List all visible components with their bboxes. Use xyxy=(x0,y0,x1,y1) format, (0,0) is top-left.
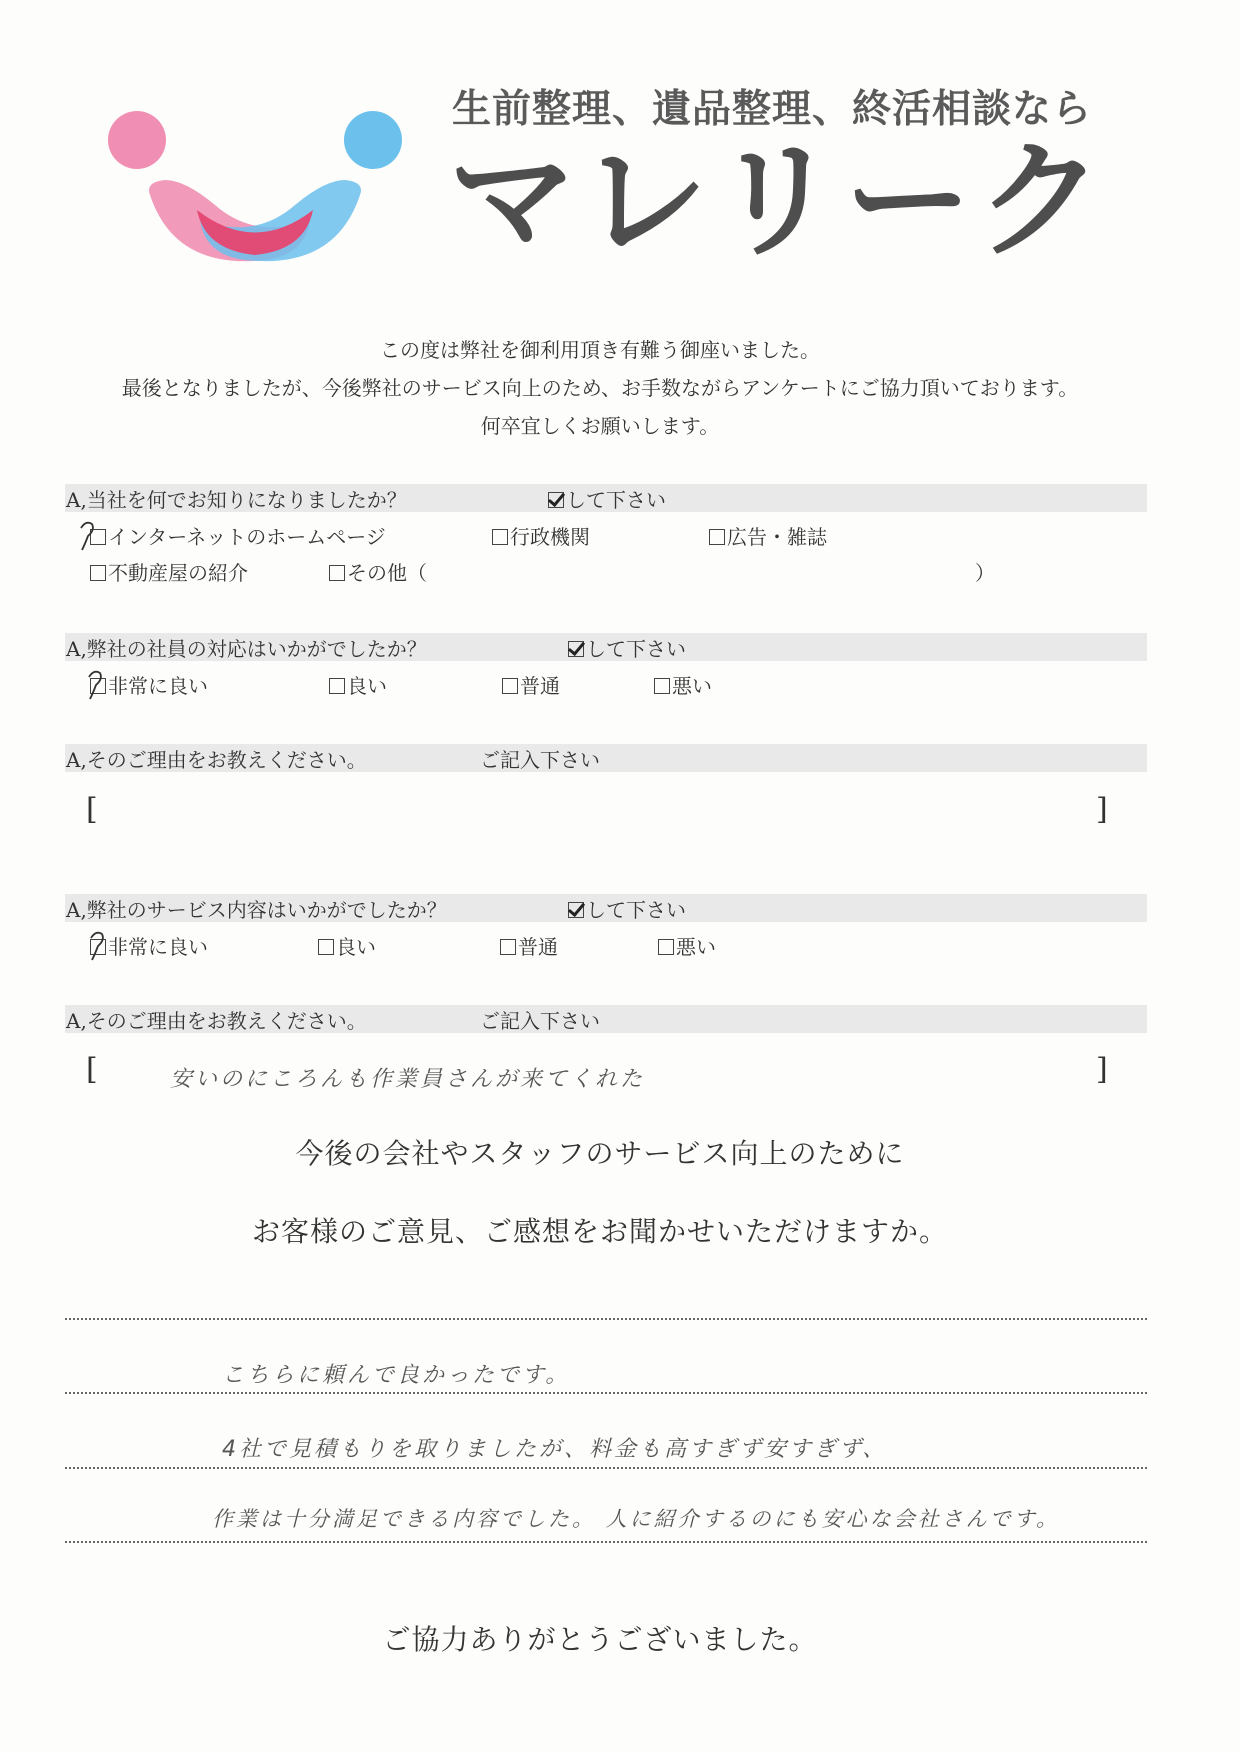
q4-option-very-good[interactable]: 非常に良い xyxy=(90,931,208,960)
logo-pink-dot xyxy=(108,111,166,169)
checkbox[interactable] xyxy=(90,939,106,955)
q2-option-bad[interactable]: 悪い xyxy=(654,670,712,699)
logo-blue-dot xyxy=(344,111,402,169)
feedback-line-rule xyxy=(65,1392,1147,1394)
checkbox[interactable] xyxy=(329,565,345,581)
question-1: A,当社を何でお知りになりましたか？ xyxy=(66,488,407,512)
q1-option-internet[interactable]: インターネットのホームページ xyxy=(90,521,386,550)
question-2: A,弊社の社員の対応はいかがでしたか？ xyxy=(66,637,427,661)
checkbox[interactable] xyxy=(709,529,725,545)
q1-option-government[interactable]: 行政機関 xyxy=(492,521,590,550)
company-logo xyxy=(105,110,405,280)
header-tagline: 生前整理、遺品整理、終活相談なら xyxy=(452,87,1093,132)
q4-option-good[interactable]: 良い xyxy=(318,931,376,960)
checkbox[interactable] xyxy=(502,678,518,694)
thanks-message: ご協力ありがとうございました。 xyxy=(382,1623,818,1656)
question-4-instruction: して下さい xyxy=(568,894,686,923)
checkbox[interactable] xyxy=(318,939,334,955)
checkbox[interactable] xyxy=(329,678,345,694)
feedback-line-1[interactable]: こちらに頼んで良かったです。 xyxy=(222,1363,571,1388)
checkbox[interactable] xyxy=(492,529,508,545)
q4-option-normal[interactable]: 普通 xyxy=(500,931,558,960)
sample-checked-box xyxy=(548,492,564,508)
intro-line-3: 何卒宜しくお願いします。 xyxy=(480,414,720,438)
question-3: A,そのご理由をお教えください。 xyxy=(66,748,367,772)
checkbox[interactable] xyxy=(90,529,106,545)
q2-option-very-good[interactable]: 非常に良い xyxy=(90,670,208,699)
sample-checked-box xyxy=(568,902,584,918)
q1-option-ads[interactable]: 広告・雑誌 xyxy=(709,521,827,550)
q4-option-bad[interactable]: 悪い xyxy=(658,931,716,960)
checkbox[interactable] xyxy=(90,678,106,694)
answer-5-open-bracket: [ xyxy=(86,1052,98,1087)
checkbox[interactable] xyxy=(654,678,670,694)
checkbox[interactable] xyxy=(500,939,516,955)
answer-3-close-bracket: ] xyxy=(1096,792,1108,827)
brand-name: マレリーク xyxy=(448,127,1109,276)
q1-option-realestate[interactable]: 不動産屋の紹介 xyxy=(90,557,248,586)
question-2-instruction: して下さい xyxy=(568,633,686,662)
q1-option-other[interactable]: その他（ xyxy=(329,557,427,586)
feedback-line-3[interactable]: 作業は十分満足できる内容でした。 人に紹介するのにも安心な会社さんです。 xyxy=(212,1507,1060,1531)
answer-5-text[interactable]: 安いのにころんも作業員さんが来てくれた xyxy=(170,1067,646,1092)
answer-3-open-bracket: [ xyxy=(86,792,98,827)
answer-5-close-bracket: ] xyxy=(1096,1052,1108,1087)
intro-line-2: 最後となりましたが、今後弊社のサービス向上のため、お手数ながらアンケートにご協力頂いております。 xyxy=(121,376,1079,400)
question-5-instruction: ご記入下さい xyxy=(480,1009,600,1033)
checkbox[interactable] xyxy=(658,939,674,955)
checkbox[interactable] xyxy=(90,565,106,581)
question-3-instruction: ご記入下さい xyxy=(480,748,600,772)
feedback-line-2[interactable]: 4社で見積もりを取りましたが、料金も高すぎず安すぎず、 xyxy=(222,1437,888,1462)
feedback-line-rule xyxy=(65,1541,1147,1543)
intro-line-1: この度は弊社を御利用頂き有難う御座いました。 xyxy=(380,338,820,362)
feedback-line-rule xyxy=(65,1467,1147,1469)
feedback-heading-1: 今後の会社やスタッフのサービス向上のために xyxy=(295,1137,905,1170)
q2-option-good[interactable]: 良い xyxy=(329,670,387,699)
feedback-line-rule xyxy=(65,1318,1147,1320)
q2-option-normal[interactable]: 普通 xyxy=(502,670,560,699)
question-5: A,そのご理由をお教えください。 xyxy=(66,1009,367,1033)
q1-other-close: ） xyxy=(975,561,995,585)
question-4: A,弊社のサービス内容はいかがでしたか？ xyxy=(66,898,447,922)
question-1-instruction: して下さい xyxy=(548,484,666,513)
feedback-heading-2: お客様のご意見、ご感想をお聞かせいただけますか。 xyxy=(251,1215,948,1248)
sample-checked-box xyxy=(568,641,584,657)
